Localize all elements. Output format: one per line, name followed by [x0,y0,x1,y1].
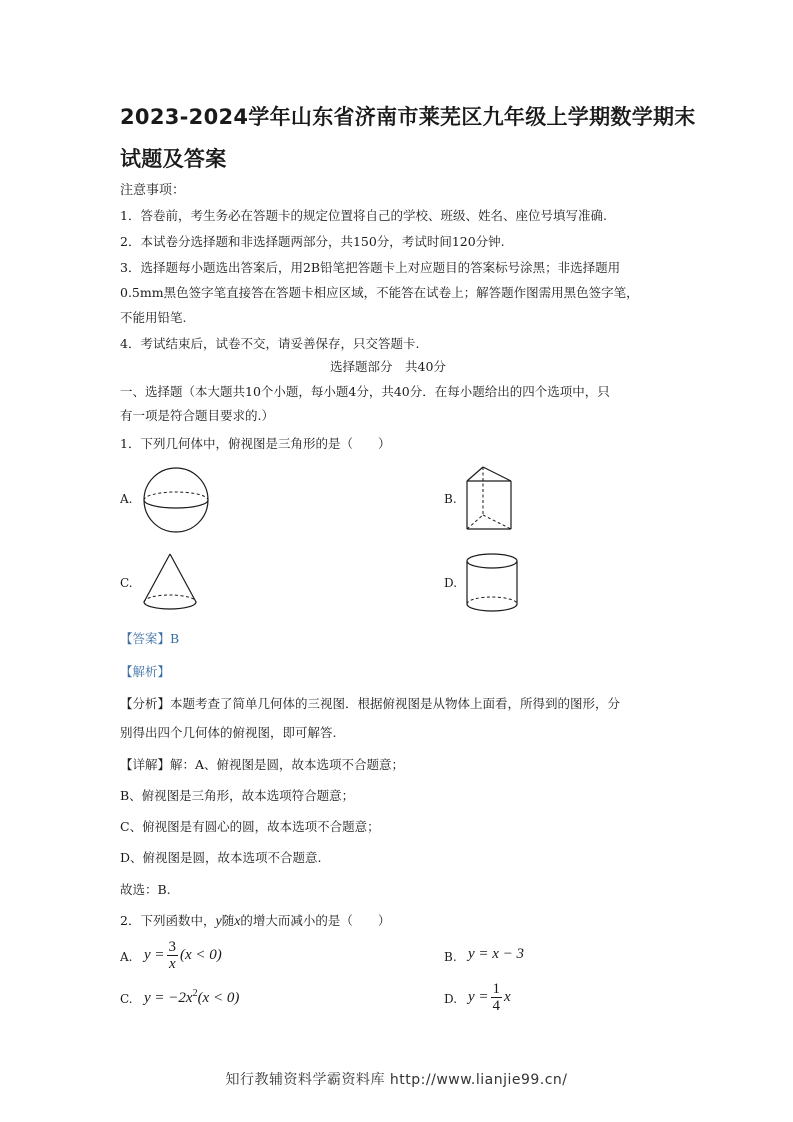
q1-fenxi-b: 别得出四个几何体的俯视图，即可解答. [120,725,337,740]
q1-fenxi-a: 【分析】本题考查了简单几何体的三视图．根据俯视图是从物体上面看，所得到的图形，分 [120,696,621,711]
q1-analysis-label: 【解析】 [120,664,171,679]
page-title-line2: 试题及答案 [120,147,227,171]
q1-option-c-label: C. [120,576,133,590]
q1-conclusion: 故选：B. [120,882,171,897]
q2-stem: 2．下列函数中，y随x的增大而减小的是（ ） [120,913,391,929]
q2-option-a-formula: y = $\frac{3}{x}$ (x < 0) [144,939,222,972]
q1-detail-2: B、俯视图是三角形，故本选项符合题意； [120,788,355,803]
q2-option-d-formula: y = $\frac{1}{4}$ x [468,981,511,1014]
q1-answer: 【答案】B [120,631,180,646]
page-title-line1: 2023-2024学年山东省济南市莱芜区九年级上学期数学期末 [120,105,696,129]
note-item-1: 1．答卷前，考生务必在答题卡的规定位置将自己的学校、班级、姓名、座位号填写准确. [120,208,607,223]
note-item-4: 4．考试结束后，试卷不交，请妥善保存，只交答题卡. [120,336,420,351]
q2-option-c-label: C. [120,992,133,1006]
note-item-3a: 3．选择题每小题选出答案后，用2B铅笔把答题卡上对应题目的答案标号涂黑；非选择题用 [120,260,621,275]
section-heading: 选择题部分 共40分 [330,359,446,374]
q1-detail-1: 【详解】解：A、俯视图是圆，故本选项不合题意； [120,757,405,772]
section-intro-b: 有一项是符合题目要求的.） [120,408,274,423]
sphere-icon [140,467,215,533]
note-item-2: 2．本试卷分选择题和非选择题两部分，共150分，考试时间120分钟. [120,234,505,249]
q1-detail-3: C、俯视图是有圆心的圆，故本选项不合题意； [120,819,380,834]
q1-detail-4: D、俯视图是圆，故本选项不合题意. [120,850,322,865]
q2-option-c-formula: $y = -2x^2(x < 0)$ [144,988,240,1006]
q1-option-a-label: A. [120,492,133,506]
cylinder-icon [465,552,519,614]
section-intro-a: 一、选择题（本大题共10个小题，每小题4分，共40分．在每小题给出的四个选项中，只 [120,384,610,399]
q2-option-d-label: D. [444,992,458,1006]
q1-option-d-label: D. [444,576,458,590]
q1-stem: 1．下列几何体中，俯视图是三角形的是（ ） [120,436,391,451]
q2-option-b-formula: y = x − 3 [468,946,525,962]
q2-option-b-label: B. [444,950,457,964]
note-item-3b: 0.5mm黑色签字笔直接答在答题卡相应区域，不能答在试卷上；解答题作图需用黑色签字笔， [120,285,639,300]
cone-icon [140,552,200,612]
triangular-prism-icon [465,465,515,533]
note-item-3c: 不能用铅笔. [120,310,187,325]
q1-option-b-label: B. [444,492,457,506]
q2-option-a-label: A. [120,950,133,964]
footer-watermark: 知行教辅资料学霸资料库 http://www.lianjie99.cn/ [225,1072,568,1088]
notes-heading: 注意事项： [120,183,186,198]
